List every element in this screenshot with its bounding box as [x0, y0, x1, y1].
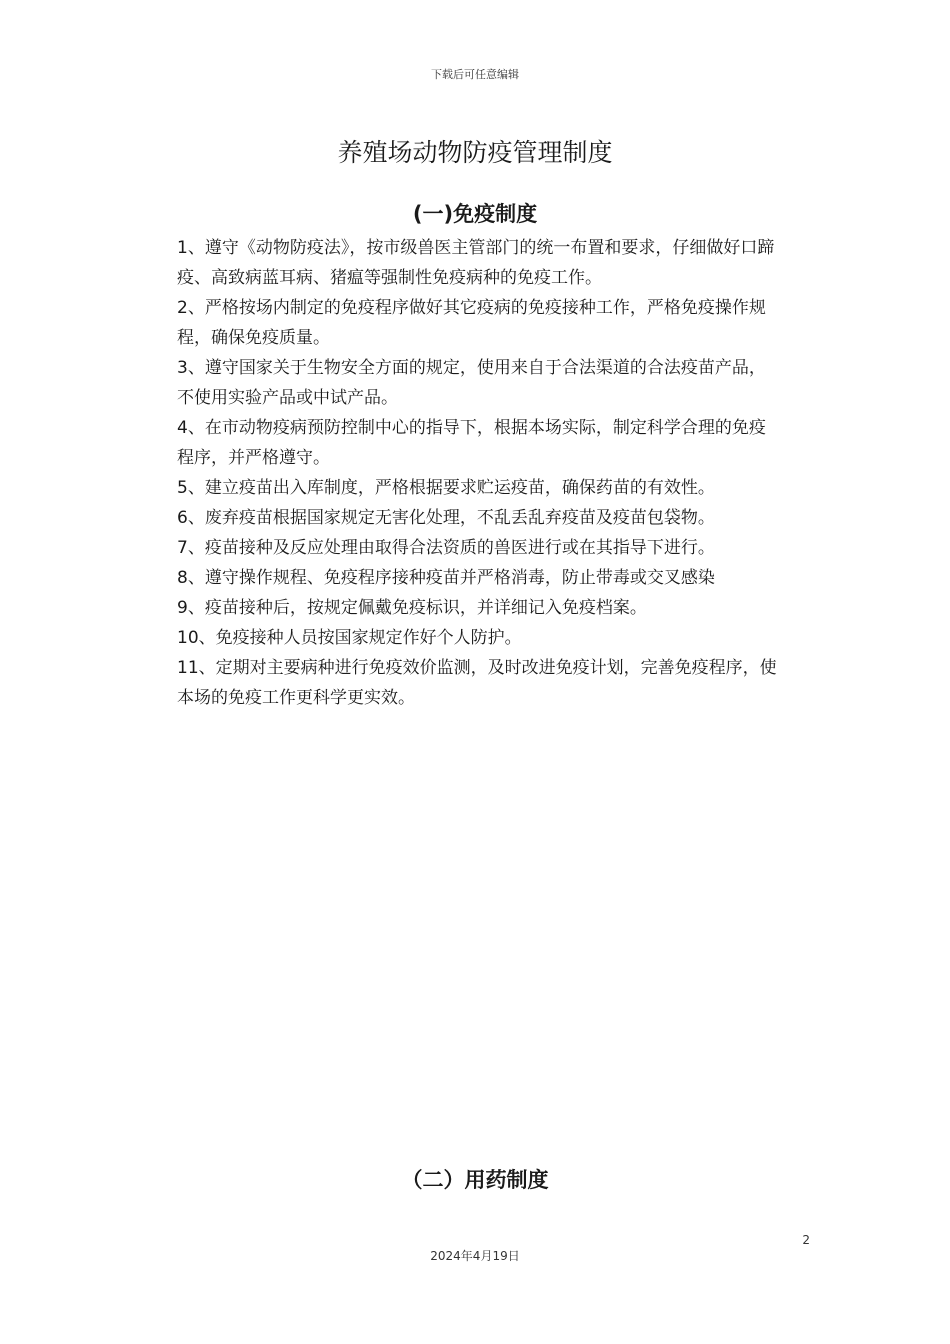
rule-number: 2 [177, 298, 188, 318]
rule-text: 、免疫接种人员按国家规定作好个人防护。 [198, 628, 522, 648]
rule-text: 、遵守操作规程、免疫程序接种疫苗并严格消毒，防止带毒或交叉感染 [187, 568, 715, 588]
section-heading-immunization: (一)免疫制度 [412, 202, 538, 226]
rule-item [177, 413, 777, 473]
rule-text: 、疫苗接种及反应处理由取得合法资质的兽医进行或在其指导下进行。 [187, 538, 715, 558]
rule-number: 1 [177, 238, 188, 258]
rule-item [177, 533, 777, 563]
rule-number: 3 [177, 358, 188, 378]
rule-number: 6 [177, 508, 188, 528]
rule-text: 、在市动物疫病预防控制中心的指导下，根据本场实际，制定科学合理的免疫程序，并严格遵守。 [177, 418, 766, 468]
rule-text: 、严格按场内制定的免疫程序做好其它疫病的免疫接种工作，严格免疫操作规程，确保免疫质量。 [177, 298, 766, 348]
rule-item [177, 473, 777, 503]
page-header: 下载后可任意编辑 [431, 68, 519, 81]
rule-number: 9 [177, 598, 188, 618]
rule-item [177, 623, 777, 653]
rule-number: 5 [177, 478, 188, 498]
page-number: 2 [802, 1233, 810, 1247]
rule-item [177, 233, 777, 293]
rule-text: 、废弃疫苗根据国家规定无害化处理，不乱丢乱弃疫苗及疫苗包袋物。 [187, 508, 715, 528]
page-footer-date: 2024年4月19日 [430, 1249, 520, 1263]
rule-number: 4 [177, 418, 188, 438]
rule-item [177, 593, 777, 623]
document-title: 养殖场动物防疫管理制度 [337, 138, 613, 167]
rule-text: 、遵守国家关于生物安全方面的规定，使用来自于合法渠道的合法疫苗产品，不使用实验产品或中试产品。 [177, 358, 766, 408]
rule-number: 11 [177, 658, 199, 678]
rule-text: 、遵守《动物防疫法》，按市级兽医主管部门的统一布置和要求，仔细做好口蹄疫、高致病蓝耳病、猪瘟等强制性免疫病种的免疫工作。 [177, 238, 775, 288]
rule-item [177, 563, 777, 593]
rule-number: 8 [177, 568, 188, 588]
rule-item [177, 293, 777, 353]
immunization-rules-list [177, 233, 777, 713]
rule-item [177, 653, 777, 713]
rule-number: 7 [177, 538, 188, 558]
rule-item [177, 503, 777, 533]
rule-number: 10 [177, 628, 199, 648]
section-heading-medication: （二）用药制度 [401, 1168, 549, 1192]
rule-text: 、定期对主要病种进行免疫效价监测，及时改进免疫计划，完善免疫程序，使本场的免疫工作更科学更实效。 [177, 658, 777, 708]
rule-text: 、疫苗接种后，按规定佩戴免疫标识，并详细记入免疫档案。 [187, 598, 647, 618]
rule-item [177, 353, 777, 413]
rule-text: 、建立疫苗出入库制度，严格根据要求贮运疫苗，确保药苗的有效性。 [187, 478, 715, 498]
